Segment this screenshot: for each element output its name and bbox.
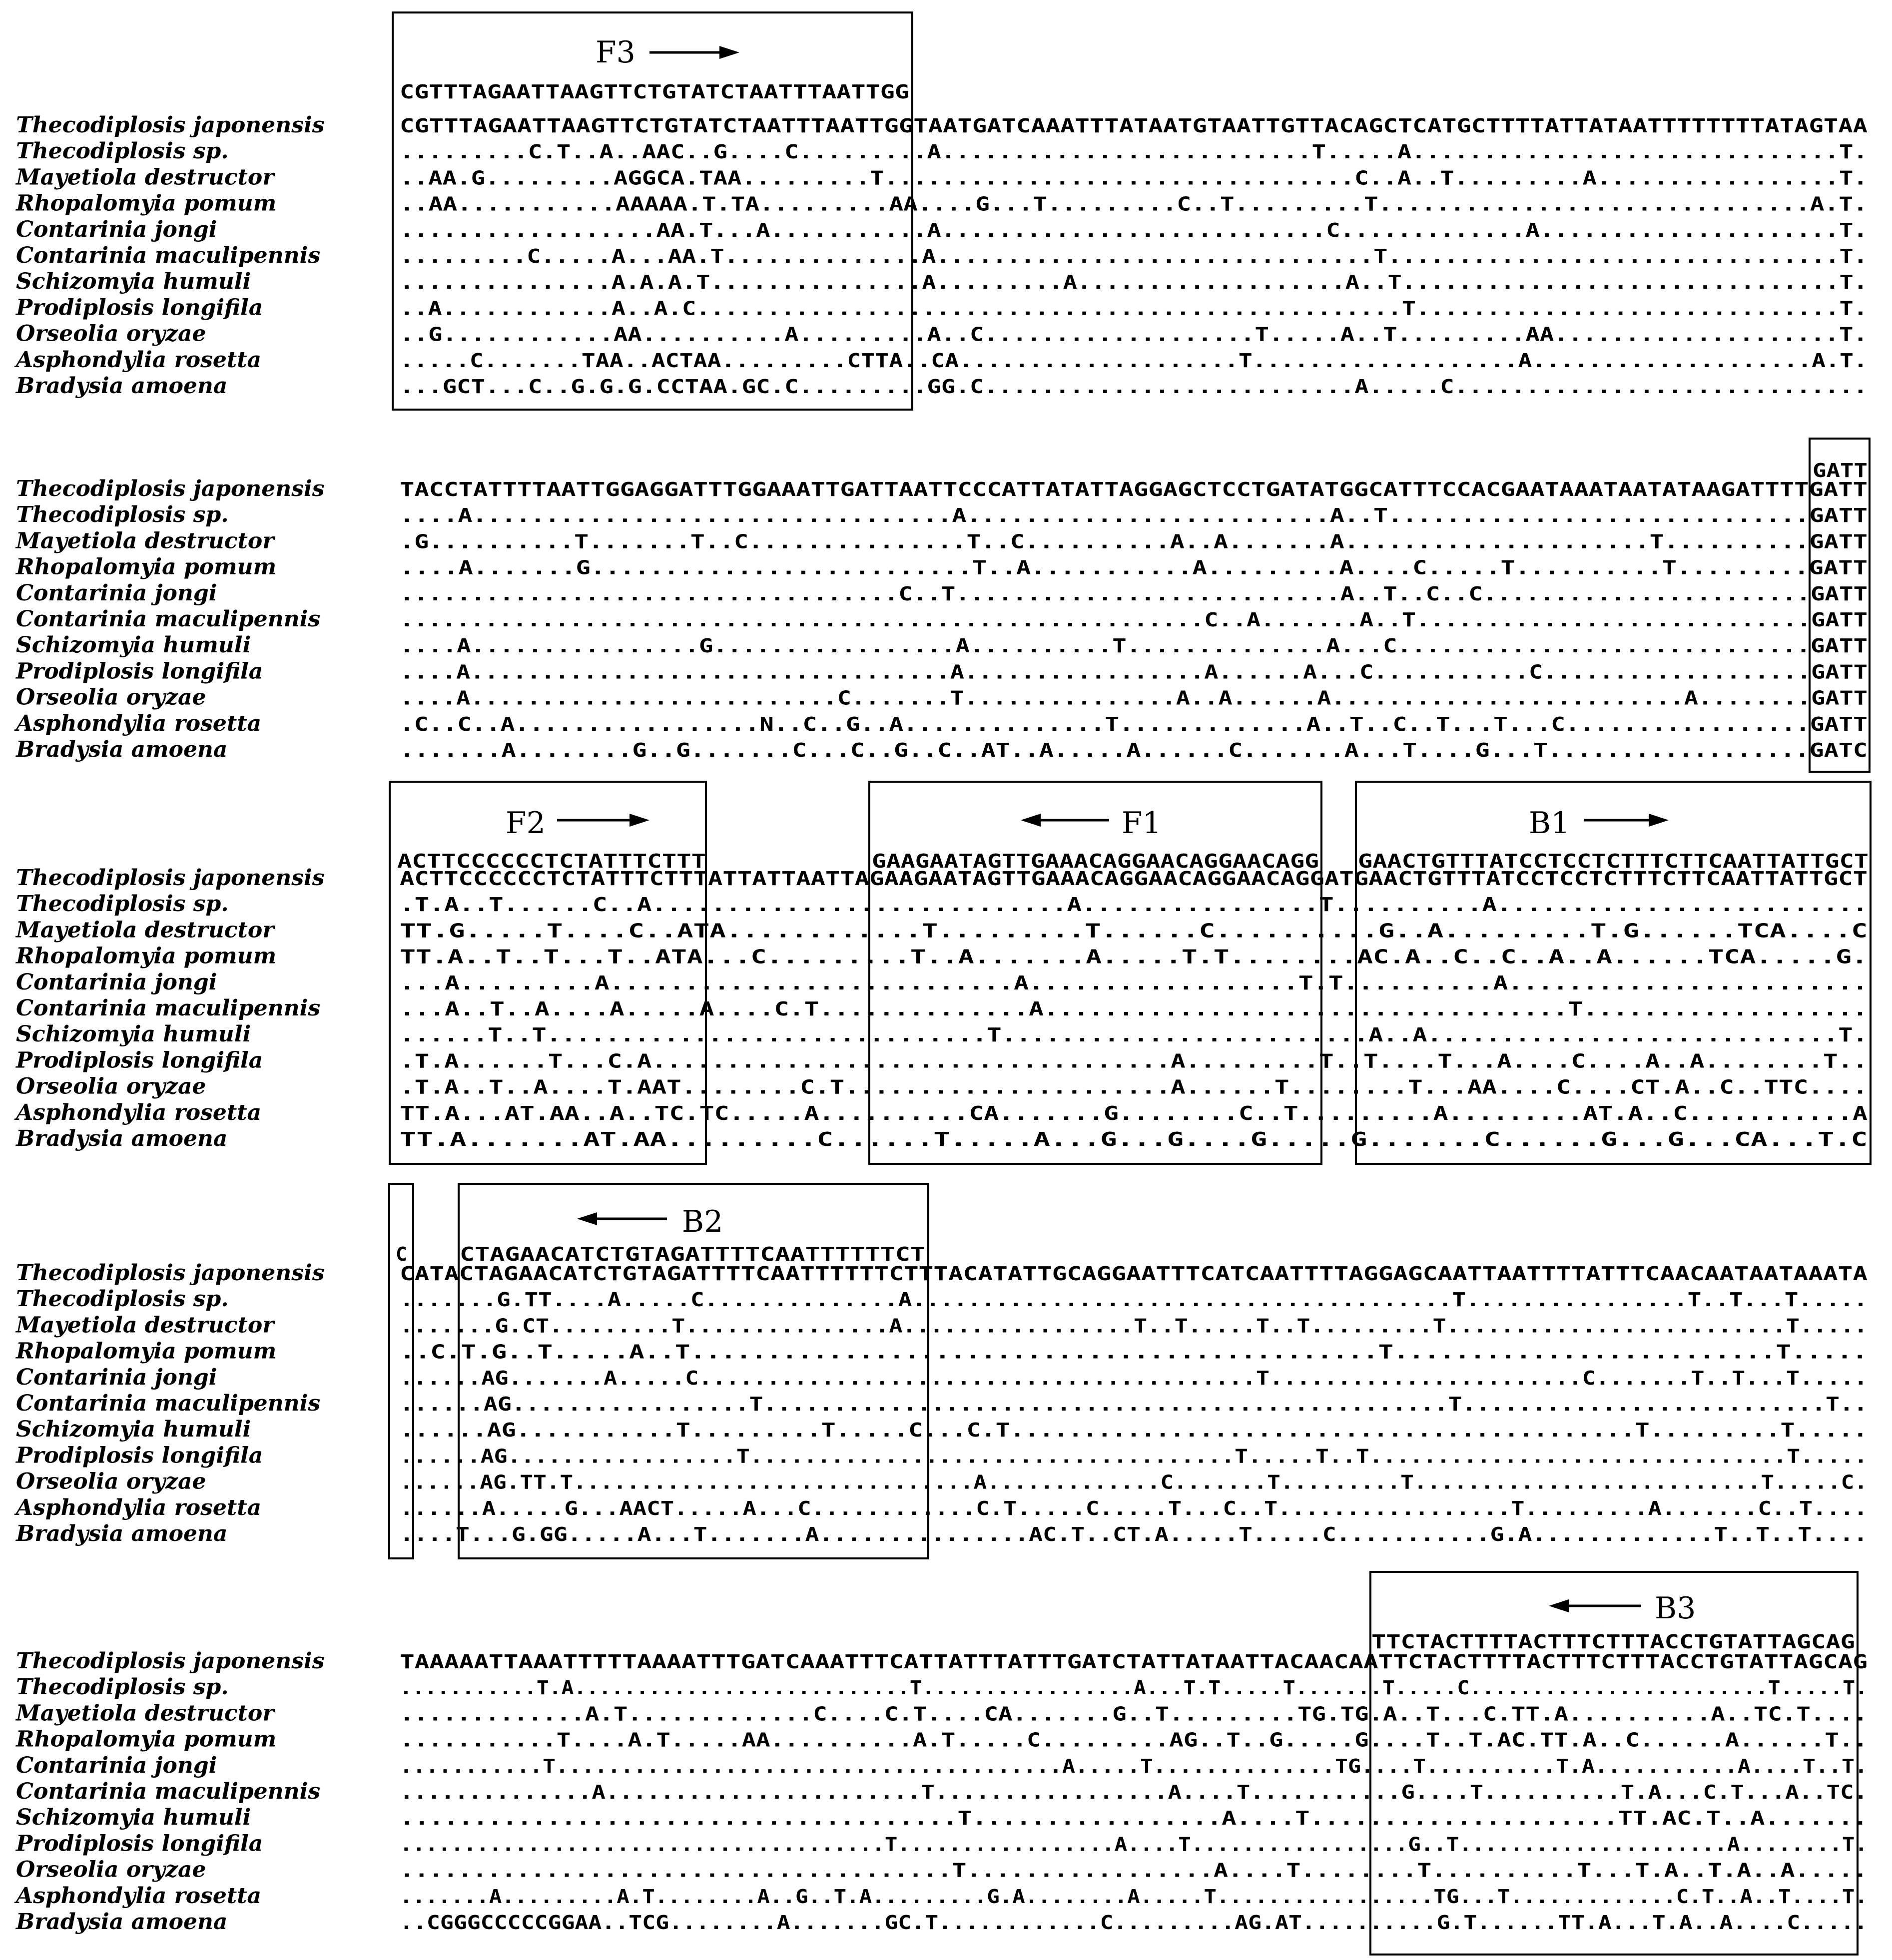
sequence-row: ......A.....G...AACT.....A...C............C.T.....C.....T...C..T.................T.........A.......C..T.... (400, 1497, 1868, 1519)
primer-label-f3: F3 (596, 35, 635, 70)
primer-seq-f2: ACTTCCCCCCTCTATTTCTTT (397, 850, 706, 872)
species-name: Orseolia oryzae (16, 1857, 206, 1883)
sequence-row: CGTTTAGAATTAAGTTCTGTATCTAATTTAATTGGTAATGATCAAATTTATAATGTAATTGTTACAGCTCATGCTTTTATTATAATTTTTTTTATAGTAA (400, 115, 1868, 137)
sequence-row: ...A..T..A....A.....A....C.T..............A...................................T................... (400, 998, 1868, 1020)
species-name: Rhopalomyia pomum (16, 1726, 277, 1752)
sequence-row: TAAAAATTAAATTTTTAAAATTTGATCAAATTTCATTATTTATTTGATCTATTATAATTACAACAATTCTACTTTTACTTTCTTTACCTGTATTAGCAG (400, 1651, 1868, 1673)
sequence-rows (400, 115, 1868, 1934)
species-name: Thecodiplosis japonensis (16, 112, 325, 138)
sequence-row: .......A........G..G.......C...C..G..C..AT..A.....A......C.......A...T....G...T..................GATC (400, 739, 1868, 761)
species-name: Schizomyia humuli (16, 1021, 251, 1047)
species-name: Rhopalomyia pomum (16, 190, 277, 216)
arrow-right-icon (649, 46, 739, 59)
sequence-row: ......AG.TT.T..............................A.............C.......T.........T..........................T.....C. (400, 1471, 1868, 1493)
species-name: Prodiplosis longifila (16, 1443, 263, 1469)
sequence-row: ....A..................................A.................A......A...C...........C...................GATT (400, 661, 1868, 683)
primer-label-b2: B2 (682, 1204, 723, 1239)
sequence-row: ...........T....A.T.....AA..........A.T.....C.........AG..T..G.....G....T..T.AC.TT.A..C......A......T.. (400, 1729, 1868, 1751)
primer-seq-c: C (396, 1243, 407, 1265)
sequence-row: ..A............A..A.C..................................................T..............................T. (400, 297, 1868, 320)
sequence-row: ...............A.A.A.T...............A.........A...................A..T...............................T. (400, 271, 1868, 294)
sequence-row: ......T..T..............................T.........................A..A............................T. (400, 1024, 1868, 1046)
species-name: Orseolia oryzae (16, 684, 206, 710)
species-name: Prodiplosis longifila (16, 295, 263, 321)
sequence-row: ......AG.......A.....C.........................................T.......................C.......T..T...T..... (400, 1367, 1868, 1389)
arrow-right-icon (557, 814, 649, 827)
species-name: Mayetiola destructor (16, 917, 274, 943)
sequence-row: ..G............AA..........A.........A..C...................T.....A..T.........AA....................T. (400, 323, 1868, 346)
species-name: Schizomyia humuli (16, 1417, 251, 1443)
species-name: Rhopalomyia pomum (16, 554, 277, 580)
species-name: Thecodiplosis japonensis (16, 476, 325, 501)
species-name: Contarinia maculipennis (16, 1779, 321, 1804)
arrow-left-icon (577, 1212, 667, 1225)
primer-label-b1: B1 (1529, 806, 1570, 841)
sequence-row: TT.A...AT.AA..A..TC.TC.....A..........CA.......G........C..T.........A.........AT.A..C...........A (400, 1102, 1868, 1124)
species-name: Contarinia maculipennis (16, 995, 321, 1021)
species-name: Contarinia jongi (16, 216, 217, 242)
sequence-row: ACTTCCCCCCTCTATTTCTTTATTATTAATTAGAAGAATAGTTGAAACAGGAACAGGAACAGGATGAACTGTTTATCCTCCTCTTTCTTCAATTATTGCT (400, 868, 1868, 890)
species-name: Contarinia maculipennis (16, 1391, 321, 1416)
species-name: Contarinia maculipennis (16, 606, 321, 632)
sequence-row: .C..C..A.................N..C..G..A..............T.............A..T..C..T...T...C.................GATT (400, 713, 1868, 735)
primer-seq-f3: CGTTTAGAATTAAGTTCTGTATCTAATTTAATTGG (400, 81, 909, 103)
sequence-row: ....A.......G..........................T..A...........A.........A....C.....T..........T.........GATT (400, 556, 1868, 579)
arrow-left-icon (1021, 814, 1109, 827)
species-name: Contarinia maculipennis (16, 243, 321, 268)
species-name: Mayetiola destructor (16, 1312, 274, 1338)
species-name: Contarinia jongi (16, 1364, 217, 1390)
sequence-row: ...........T.A...........................T.................A...T.T.....T.......T.....C........................T.....T. (400, 1677, 1868, 1699)
species-name: Prodiplosis longifila (16, 1047, 263, 1073)
sequence-row: .T.A..T..A....T.AAT........C.T......................A......T........T...AA....C....CT.A..C..TTC.... (400, 1076, 1868, 1098)
species-name: Schizomyia humuli (16, 632, 251, 658)
sequence-row: ..AA...........AAAAA.T.TA.........AA....G...T.........C..T.........T..............................A.T. (400, 193, 1868, 215)
species-name: Schizomyia humuli (16, 269, 251, 295)
species-name: Contarinia jongi (16, 1752, 217, 1778)
sequence-row: .......G.TT....A.....C..............A.......................................T................T..T...T..... (400, 1289, 1868, 1311)
sequence-row: ......AG.................T.................................................T..........................T.. (400, 1393, 1868, 1415)
sequence-row: .T.A..T......C..A............................A................T..........A......................... (400, 894, 1868, 916)
sequence-row: .........C.T..A..AAC..G....C.........A..........................T.....A..............................T. (400, 141, 1868, 163)
sequence-row: .......G.CT.........T...............A.................T..T.....T..T.........T.........................T..... (400, 1315, 1868, 1337)
sequence-row: ......AG...........T.........T.....C...C.T...........................................T.........T..... (400, 1419, 1868, 1442)
arrow-left-icon (1549, 1599, 1641, 1612)
species-name: Thecodiplosis sp. (16, 1674, 229, 1700)
primer-seq-b3: TTCTACTTTTACTTTCTTTACCTGTATTAGCAG (1371, 1631, 1855, 1653)
sequence-row: ....T...G.GG.....A...T.......A...............AC.T..CT.A.....T.....C...........G.A.............T..T..T.... (400, 1523, 1868, 1545)
sequence-row: TT.A.......AT.AA.........C......T.....A...G...G....G.....G.......C......G...G...CA...T.C (400, 1128, 1868, 1150)
species-name: Orseolia oryzae (16, 321, 206, 347)
species-name: Rhopalomyia pomum (16, 943, 277, 969)
species-name: Thecodiplosis japonensis (16, 1648, 325, 1674)
sequence-row: TACCTATTTTAATTGGAGGATTTGGAAATTGATTAATTCCCATTATATTAGGAGCTCCTGATATGGCATTTCCACGAATAAATAATATAAGATTTTGATT (400, 479, 1868, 500)
primer-seq-b2: CTAGAACATCTGTAGATTTTCAATTTTTTCT (460, 1243, 925, 1265)
species-names (14, 112, 325, 1935)
species-name: Bradysia amoena (16, 1521, 228, 1546)
species-name: Asphondylia rosetta (16, 347, 262, 373)
sequence-row: .....C.......TAA..ACTAA.........CTTA..CA....................T...................A....................A.T. (400, 349, 1868, 372)
sequence-row: .G..........T.......T..C...............T..C..........A..A.......A.....................T..........GATT (400, 530, 1868, 553)
species-name: Prodiplosis longifila (16, 658, 263, 684)
species-name: Thecodiplosis sp. (16, 502, 229, 528)
sequence-row: ...........T.......................................A.....T..............TG....T..........T.A...........A....T..T. (400, 1755, 1868, 1777)
species-name: Asphondylia rosetta (16, 710, 262, 736)
species-name: Schizomyia humuli (16, 1805, 251, 1831)
sequence-row: ......................................T.................A....T........T..........T...T.A..T.A..A..... (400, 1859, 1868, 1882)
sequence-row: .........................................................C..A.......A..T............................GATT (400, 609, 1868, 631)
sequence-row: .........C.....A...AA.T..............A...............................T................................T. (400, 245, 1868, 267)
sequence-row: .............A.T.............C....C.T....CA.......G..T.........TG.TG.A..T...C.TT.A..........A..TC.T.... (400, 1703, 1868, 1725)
sequence-row: ....A..........................C.......T...............A..A......A.........................A........GATT (400, 687, 1868, 709)
species-name: Bradysia amoena (16, 1909, 228, 1935)
sequence-row: TT.A..T..T...T..ATA...C.........T..A.......A.....T.T........AC.A..C..C..A..A......TCA.....G. (400, 946, 1868, 968)
primer-seq-f1: GAAGAATAGTTGAAACAGGAACAGGAACAGG (872, 850, 1319, 872)
sequence-row: ..AA.G.........AGGCA.TAA.........T.................................C..A..T.........A.................T. (400, 167, 1868, 189)
sequence-row: ...GCT...C..G.G.G.CCTAA.GC.C.........GG.C..........................A.....C............................. (400, 376, 1868, 398)
species-name: Asphondylia rosetta (16, 1099, 262, 1125)
species-name: Thecodiplosis japonensis (16, 865, 325, 891)
species-name: Asphondylia rosetta (16, 1883, 262, 1909)
species-name: Orseolia oryzae (16, 1469, 206, 1494)
sequence-row: ..................AA.T...A...........A...........................C.............A.....................T. (400, 219, 1868, 241)
primer-label-b3: B3 (1655, 1591, 1696, 1626)
sequence-row: ......................................T.................A....T.....................TT.AC.T..A....... (400, 1807, 1868, 1830)
primer-seq-gatt: GATT (1813, 460, 1868, 482)
sequence-row: ..C.T.G..T.....A..T.............................................T.........................T..... (400, 1341, 1868, 1363)
species-name: Bradysia amoena (16, 737, 228, 762)
species-name: Asphondylia rosetta (16, 1494, 262, 1520)
species-name: Bradysia amoena (16, 1126, 228, 1151)
sequence-row: TT.G.....T....C..ATA............T.........T......C..........G..A.........T.G......TCA....C (400, 920, 1868, 942)
primer-seq-b1: GAACTGTTTATCCTCCTCTTTCTTCAATTATTGCT (1358, 850, 1869, 872)
sequence-row: .......A.........A.T........A..G..T.A.........G.A........A.....T.................TG...T.............C.T..A..T....T. (400, 1885, 1868, 1908)
sequence-row: ...................................C..T...........................A..T..C..C.......................GATT (400, 582, 1868, 605)
species-name: Contarinia jongi (16, 580, 217, 606)
species-name: Mayetiola destructor (16, 1700, 274, 1726)
arrow-right-icon (1584, 814, 1669, 827)
species-name: Thecodiplosis sp. (16, 1286, 229, 1312)
species-name: Thecodiplosis japonensis (16, 1260, 325, 1286)
species-name: Bradysia amoena (16, 373, 228, 399)
species-name: Rhopalomyia pomum (16, 1338, 277, 1364)
sequence-row: ....A.................................A.........................A..T.............................GATT (400, 504, 1868, 527)
species-name: Orseolia oryzae (16, 1073, 206, 1099)
sequence-row: .T.A......T...C.A...................................A.........T..T....T...A....C....A..A........T.. (400, 1050, 1868, 1072)
species-name: Thecodiplosis sp. (16, 891, 229, 917)
primer-label-f2: F2 (506, 806, 546, 841)
sequence-row: CATACTAGAACATCTGTAGATTTTCAATTTTTTCTTTACATATTGCAGGAATTTCATCAATTTTAGGAGCAATTAATTTTATTTCAACAATAATAAATA (400, 1263, 1868, 1285)
sequence-row: ......................................T.................A....T.................G..T.....................A........T. (400, 1833, 1868, 1856)
sequence-row: ..CGGGCCCCCGGAA..TCG........A.......GC.T............C.........AG.AT..........G.T......TT.A...T.A..A....C..... (400, 1912, 1868, 1934)
sequence-row: ......AG.................T....................................T.....T..T...............................T..... (400, 1445, 1868, 1468)
species-name: Contarinia jongi (16, 969, 217, 995)
species-name: Mayetiola destructor (16, 164, 274, 190)
species-name: Prodiplosis longifila (16, 1831, 263, 1857)
primer-label-f1: F1 (1122, 806, 1162, 841)
sequence-row: ....A................G.................A..........T..............A...C.............................GATT (400, 635, 1868, 657)
species-name: Mayetiola destructor (16, 528, 274, 554)
species-name: Thecodiplosis sp. (16, 138, 229, 164)
sequence-row: ..............A.......................T.................A....T...........G....T..........T.A...C.T...A..TC. (400, 1781, 1868, 1803)
sequence-row: ...A.........A...........................A..................T.T..........A........................ (400, 972, 1868, 994)
